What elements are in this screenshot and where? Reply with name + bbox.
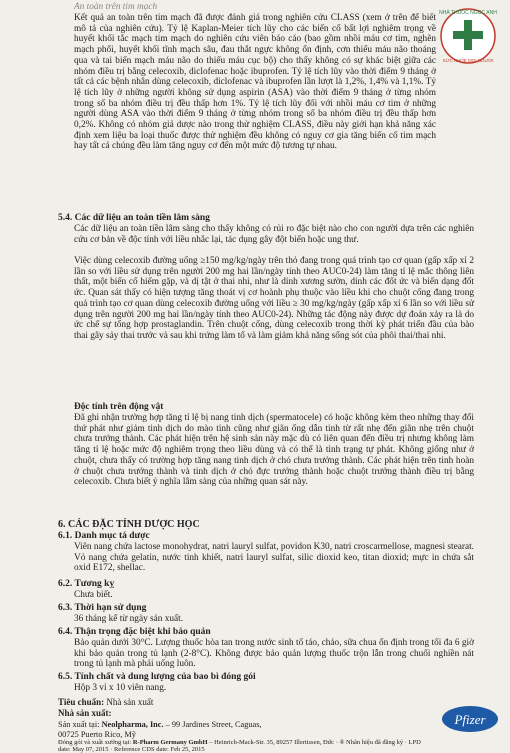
section-6-2-text: Chưa biết.	[74, 590, 113, 600]
packager-name: R-Pharm Germany GmbH	[132, 739, 208, 746]
cds-date: Reference CDS date: Feb 25, 2015	[113, 746, 205, 753]
animal-toxicity-subtitle: Độc tính trên động vật	[74, 402, 164, 412]
logo-top-text: NHÀ THUỐC NGỌC ANH	[439, 10, 497, 16]
section-6-3-title: 6.3. Thời hạn sử dụng	[58, 603, 147, 613]
pharmacy-logo-icon	[438, 6, 498, 66]
section-6-title: 6. CÁC ĐẶC TÍNH DƯỢC HỌC	[58, 519, 200, 530]
section-6-1-title: 6.1. Danh mục tá dược	[58, 531, 150, 541]
manufacturer-address: – 99 Jardines Street, Caguas,	[163, 720, 262, 729]
standard-line	[58, 697, 153, 708]
section-5-4-para-2: Việc dùng celecoxib đường uống ≥150 mg/kg/ngày trên thỏ đang trong quá trình tạo cơ quan (gấp xấp xỉ 2 lần so với liều sử dụng trên người 200 mg hai lần/ngày tính theo AUC0-24) làm tăng tỉ lệ mắc thông liên thất, một biến cố hiếm gặp, và dị tật ở thai nhi, như là dính xương sườn, dính các đốt ức và biến dạng đốt ức. Quan sát thấy có hiện tượng tăng thoát vị cơ hoành phụ thuộc vào liều khi cho chuột cống đang trong quá trình tạo cơ quan dùng celecoxib đường uống với liều ≥ 30 mg/kg/ngày (gấp xấp xỉ 6 lần so với liều sử dụng trên người 200 mg hai lần/ngày tính theo AUC0-24). Những tác động này được dự đoán xảy ra là do ức chế sự tổng hợp prostaglandin. Trên chuột cống, dùng celecoxib trong thời kỳ phát triển đầu của bào thai gây sảy thai trước và sau khi trứng làm tổ và làm giảm khả năng sống sót của phôi thai/thai nhi.	[74, 256, 474, 341]
brand-text: Pfizer	[454, 712, 486, 727]
section-6-2-title: 6.2. Tương kỵ	[58, 579, 115, 589]
packager-label: Đóng gói và xuất xưởng tại:	[58, 739, 133, 746]
section-5-4-para-3: Đã ghi nhận trường hợp tăng tỉ lệ bị nang tinh dịch (spermatocele) có hoặc không kèm theo những thay đổi thứ phát như giảm tinh dịch do mào tinh cũng như giãn ống dẫn tinh từ rất nhẹ đến giãn nhẹ trên chuột chưa trưởng thành. Các phát hiện trên hệ sinh sản này mặc dù có liên quan đến điều trị nhưng không làm tăng tỉ lệ hoặc mức độ nghiêm trọng theo liều dùng và có thể là tình trạng tự phát. Không giống như ở chuột, chưa thấy có trường hợp tăng nang tinh dịch ở chó chưa trưởng thành. Các phát hiện trên tinh hoàn ở chuột chưa trưởng thành và tinh dịch ở chó đực trưởng thành hoặc chuột trưởng thành điều trị bằng celecoxib. Chưa biết ý nghĩa lâm sàng của những quan sát này.	[74, 413, 474, 488]
packager-city: 89257 Illertissen, Đức	[276, 739, 335, 746]
manufacturer-name: Neolpharma, Inc.	[101, 720, 164, 729]
section-6-1-text: Viên nang chứa lactose monohydrat, natri lauryl sulfat, povidon K30, natri croscarmellose, magnesi stearat. Vỏ nang chứa gelatin, nước tinh khiết, natri lauryl sulfat, silic dioxid keo, titan dioxid; mực in chứa sắt oxid E172, shellac.	[74, 542, 474, 574]
section-5-4-para-1: Các dữ liệu an toàn tiền lâm sàng cho thấy không có rủi ro đặc biệt nào cho con người dựa trên các nghiên cứu cơ bản về độc tính với liều nhắc lại, tác dụng gây đột biến hoặc ung thư.	[74, 224, 474, 245]
manufacturer-title: Nhà sản xuất:	[58, 708, 112, 718]
standard-label: Tiêu chuẩn:	[58, 697, 105, 707]
section-5-4-title: 5.4. Các dữ liệu an toàn tiền lâm sàng	[58, 213, 210, 223]
section-6-5-text: Hộp 3 vỉ x 10 viên nang.	[74, 683, 167, 693]
section-6-4-text: Bảo quản dưới 30°C. Lượng thuốc hòa tan trong nước sinh tố táo, cháo, sữa chua ổn định trong tối đa 6 giờ khi bảo quản trong tủ lạnh (2-8°C). Không được bảo quản lượng thuốc trộn lẫn trong chuối nghiền nát trong tủ lạnh mà phải uống luôn.	[74, 638, 474, 670]
made-in-label: Sản xuất tại:	[58, 720, 102, 729]
packager-line: Đóng gói và xuất xưởng tại: R-Pharm Germany GmbH – Heinrich-Mack-Str. 35, 89257 Illertissen, Đức · ® Nhãn hiệu đã đăng ký · LPD date: May 07, 2015 · Reference CDS date: Feb 25, 2015	[58, 739, 421, 753]
pfizer-logo-icon	[441, 705, 499, 733]
trademark-note: ® Nhãn hiệu đã đăng ký	[339, 739, 404, 746]
manufacturer-line-2: 00725 Puerto Rico, Mỹ	[58, 730, 136, 739]
cut-heading: An toàn trên tim mạch	[74, 2, 158, 12]
cardio-safety-paragraph: Kết quả an toàn trên tim mạch đã được đánh giá trong nghiên cứu CLASS (xem ở trên để biết mô tả của nghiên cứu). Tỷ lệ Kaplan-Meier tích lũy cho các biến cố bất lợi nghiêm trọng về huyết khối tắc mạch tim mạch do nghiên cứu viên báo cáo (bao gồm nhồi máu cơ tim, nghẽn mạch phổi, huyết khối tĩnh mạch sâu, đau thắt ngực không ổn định, cơn thiếu máu não thoáng qua và tai biến mạch máu não do thiếu máu cục bộ) cho thấy không có sự khác biệt giữa các nhóm điều trị bằng celecoxib, diclofenac hoặc ibuprofen. Tỷ lệ tích lũy vào thời điểm 9 tháng ở tất cả các bệnh nhân dùng celecoxib, diclofenac và ibuprofen lần lượt là 1,2%, 1,4% và 1,1%. Tỷ lệ tích lũy ở những người không sử dụng aspirin (ASA) vào thời điểm 9 tháng ở từng nhóm trong số ba nhóm điều trị đều thấp hơn 1%. Tỷ lệ tích lũy đối với nhồi máu cơ tim ở những người dùng ASA vào thời điểm 9 tháng ở từng nhóm trong số ba nhóm điều trị đều thấp hơn 0,2%. Không có nhóm giả dược nào trong thử nghiệm CLASS, điều này giới hạn khả năng xác định xem liệu ba loại thuốc được thử nghiệm đều không có nguy cơ gia tăng biến cố tim mạch hay tất cả chúng đều làm tăng nguy cơ đến một mức độ tương tự nhau.	[74, 13, 436, 152]
packager-address: – Heinrich-Mack-Str. 35,	[207, 739, 275, 746]
section-6-5-title: 6.5. Tính chất và dung lượng của bao bì đóng gói	[58, 672, 256, 682]
section-6-4-title: 6.4. Thận trọng đặc biệt khi bảo quản	[58, 627, 211, 637]
lpd-date: LPD date: May 07, 2015	[58, 739, 421, 753]
logo-bottom-text: SỨC KHỎE MỌI NGƯỜI	[442, 58, 494, 63]
standard-value: Nhà sản xuất	[104, 697, 154, 707]
section-6-3-text: 36 tháng kể từ ngày sản xuất.	[74, 614, 184, 624]
